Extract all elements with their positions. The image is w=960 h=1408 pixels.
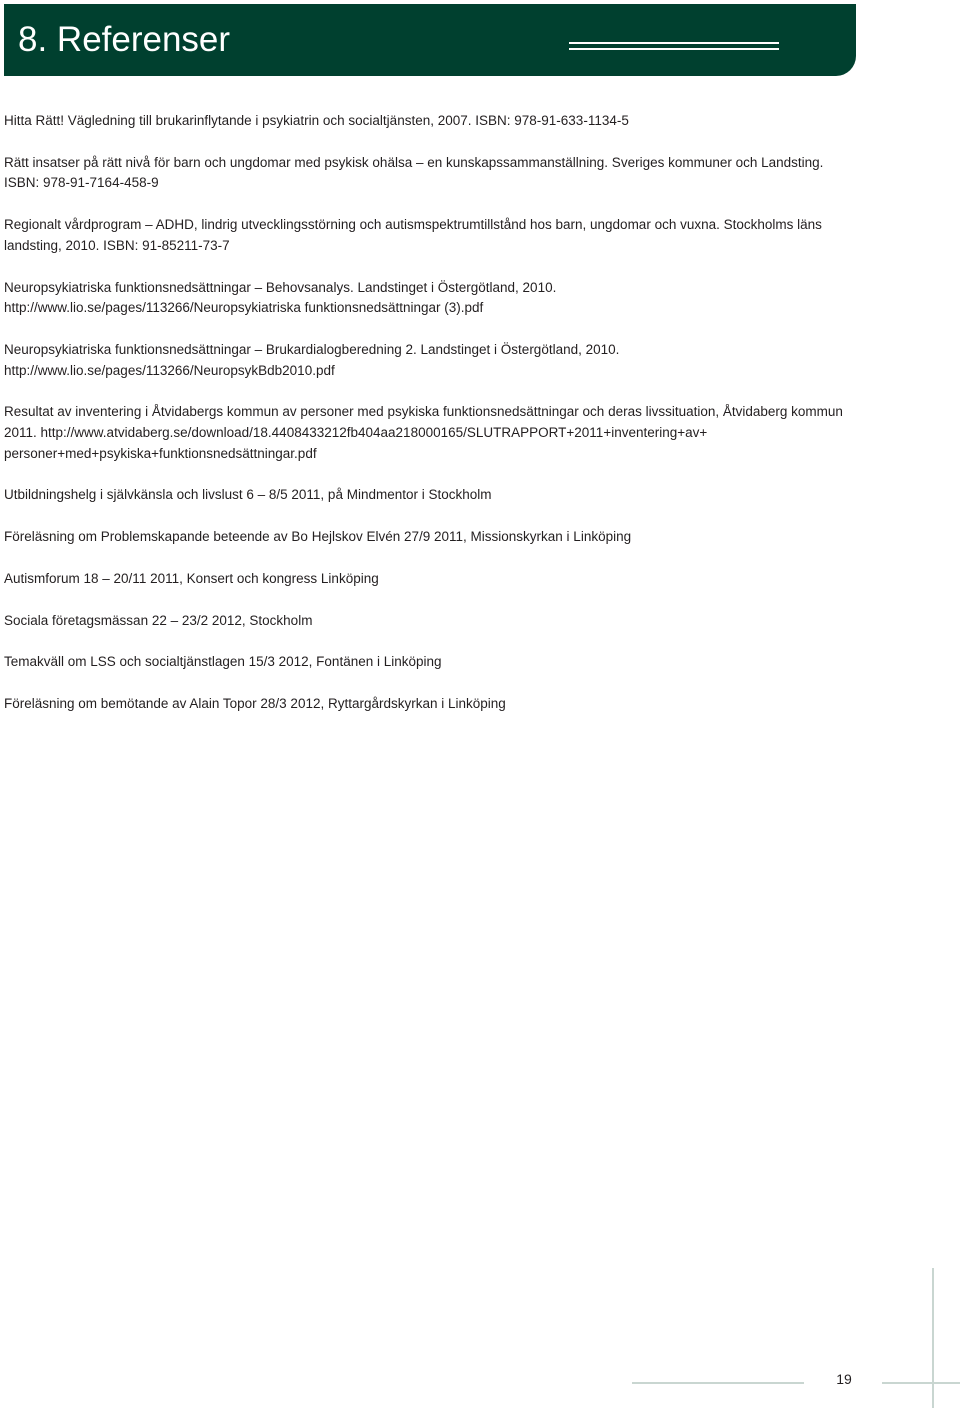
footer-horizontal-rule-right	[882, 1382, 960, 1384]
chapter-title: 8. Referenser	[18, 20, 231, 59]
reference-item: Neuropsykiatriska funktionsnedsättningar – Brukardialogberedning 2. Landstinget i Östergötland, 2010. http://www.lio.se/pages/113266/NeuropsykBdb2010.pdf	[4, 341, 620, 378]
reference-item: Autismforum 18 – 20/11 2011, Konsert och kongress Linköping	[4, 570, 379, 586]
reference-item: Hitta Rätt! Vägledning till brukarinflytande i psykiatrin och socialtjänsten, 2007. ISBN: 978-91-633-1134-5	[4, 113, 629, 128]
reference-item: Rätt insatser på rätt nivå för barn och ungdomar med psykisk ohälsa – en kunskapssammanställning. Sveriges kommuner och Landsting. ISBN: 978-91-7164-458-9	[4, 154, 824, 191]
reference-item: Regionalt vårdprogram – ADHD, lindrig utvecklingsstörning och autismspektrumtillstånd hos barn, ungdomar och vuxna. Stockholms läns landsting, 2010. ISBN: 91-85211-73-7	[4, 217, 822, 253]
reference-item: Sociala företagsmässan 22 – 23/2 2012, Stockholm	[4, 612, 313, 628]
reference-item: Resultat av inventering i Åtvidabergs kommun av personer med psykiska funktionsnedsättningar och deras livssituation, Åtvidaberg kommun 2011. http://www.atvidaberg.se/download/18.4408433212fb404aa218000165/SLUTRAPPORT+2011+inventering+av+ personer+med+psykiska+funktionsnedsättningar.pdf	[4, 404, 843, 461]
header-decorative-rule-top	[569, 42, 779, 44]
reference-item: Utbildningshelg i självkänsla och livslust 6 – 8/5 2011, på Mindmentor i Stockholm	[4, 487, 492, 503]
reference-item: Neuropsykiatriska funktionsnedsättningar – Behovsanalys. Landstinget i Östergötland, 2010. http://www.lio.se/pages/113266/Neuropsykiatriska funktionsnedsättningar (3).pdf	[4, 279, 557, 316]
reference-list	[4, 111, 854, 736]
reference-item: Temakväll om LSS och socialtjänstlagen 15/3 2012, Fontänen i Linköping	[4, 654, 442, 670]
chapter-header-banner	[4, 4, 856, 76]
footer-horizontal-rule-left	[632, 1382, 804, 1384]
reference-item: Föreläsning om bemötande av Alain Topor 28/3 2012, Ryttargårdskyrkan i Linköping	[4, 695, 506, 711]
page-number: 19	[836, 1371, 852, 1387]
reference-item: Föreläsning om Problemskapande beteende av Bo Hejlskov Elvén 27/9 2011, Missionskyrkan i Linköping	[4, 529, 632, 545]
footer-vertical-rule	[932, 1268, 934, 1408]
header-decorative-rule-bottom	[569, 48, 779, 50]
